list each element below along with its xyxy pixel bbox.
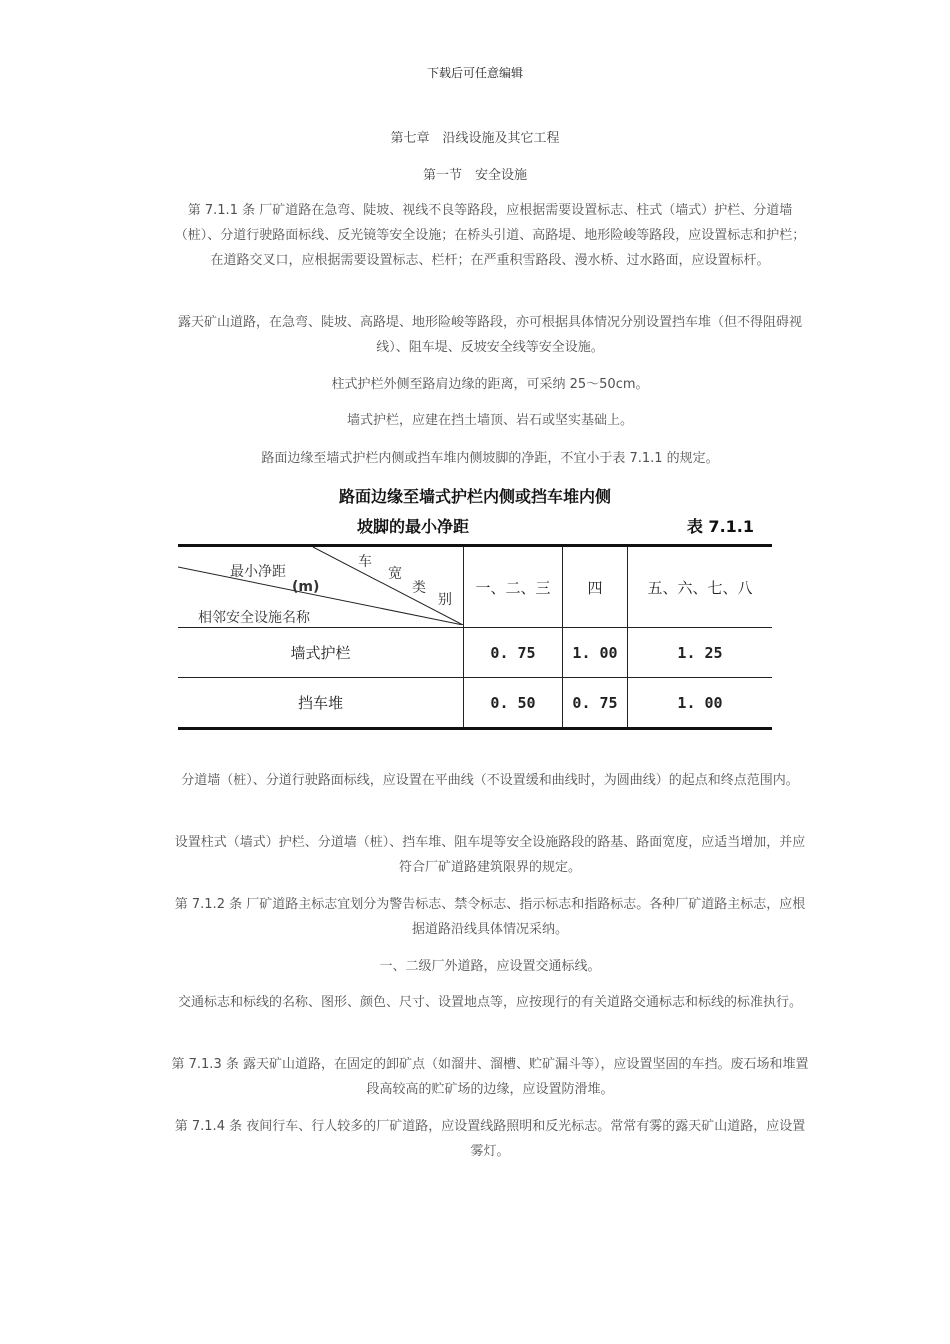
paragraph-column-rail: 柱式护栏外侧至路肩边缘的距离，可采纳 25～50cm。 — [331, 377, 649, 392]
corner-label-unit: (m) — [292, 579, 320, 595]
paragraph-roadbed-width: 设置柱式（墙式）护栏、分道墙（桩）、挡车堆、阻车堤等安全设施路段的路基、路面宽度，应适当增加，并应符合厂矿道路建筑限界的规定。 — [174, 835, 806, 875]
table-corner-cell — [178, 546, 464, 628]
corner-label-min-dist: 最小净距 — [230, 564, 286, 580]
chapter-title: 第七章 沿线设施及其它工程 — [390, 131, 560, 146]
cell-value: 0. 75 — [563, 678, 628, 729]
paragraph-sign-standards: 交通标志和标线的名称、图形、颜色、尺寸、设置地点等，应按现行的有关道路交通标志和标线的标准执行。 — [177, 995, 802, 1010]
clearance-table — [178, 480, 772, 730]
table-number: 表 7.1.1 — [686, 517, 754, 536]
table-title-line2: 坡脚的最小净距 — [356, 517, 469, 536]
section-title: 第一节 安全设施 — [422, 168, 527, 183]
table-header-row — [178, 546, 772, 628]
paragraph-7-1-2: 第 7.1.2 条 厂矿道路主标志宜划分为警告标志、禁令标志、指示标志和指路标志。各种厂矿道路主标志，应根据道路沿线具体情况采纳。 — [174, 897, 806, 937]
corner-label-lei: 类 — [412, 580, 426, 596]
column-header-1: 一、二、三 — [464, 546, 563, 628]
table-row — [178, 678, 772, 729]
cell-value: 0. 50 — [464, 678, 563, 729]
column-header-3: 五、六、七、八 — [628, 546, 773, 628]
table-title-line1: 路面边缘至墙式护栏内侧或挡车堆内侧 — [338, 487, 611, 506]
cell-value: 1. 00 — [628, 678, 773, 729]
table-grid — [178, 544, 772, 730]
paragraph-open-pit: 露天矿山道路，在急弯、陡坡、高路堤、地形险峻等路段，亦可根据具体情况分别设置挡车堆（但不得阻碍视线）、阻车堤、反坡安全线等安全设施。 — [177, 315, 802, 355]
table-row — [178, 628, 772, 678]
paragraph-7-1-1: 第 7.1.1 条 厂矿道路在急弯、陡坡、视线不良等路段，应根据需要设置标志、柱式（墙式）护栏、分道墙（桩）、分道行驶路面标线、反光镜等安全设施；在桥头引道、高路堤、地形险峻等路段，应设置标志和护栏；在道路交叉口，应根据需要设置标志、栏杆；在严重积雪路段、漫水桥、过水路面，应设置标杆。 — [174, 203, 806, 268]
page-header: 下载后可任意编辑 — [426, 66, 523, 80]
corner-label-bie: 别 — [438, 592, 452, 608]
column-header-2: 四 — [563, 546, 628, 628]
paragraph-traffic-lines: 一、二级厂外道路，应设置交通标线。 — [379, 959, 601, 974]
corner-label-che: 车 — [358, 554, 372, 570]
row-label-barrier-pile: 挡车堆 — [178, 678, 464, 729]
paragraph-7-1-3: 第 7.1.3 条 露天矿山道路，在固定的卸矿点（如溜井、溜槽、贮矿漏斗等），应设置坚固的车挡。废石场和堆置段高较高的贮矿场的边缘，应设置防滑堆。 — [171, 1057, 809, 1097]
paragraph-divider-wall: 分道墙（桩）、分道行驶路面标线，应设置在平曲线（不设置缓和曲线时，为圆曲线）的起点和终点范围内。 — [181, 773, 799, 788]
corner-label-kuan: 宽 — [388, 566, 402, 582]
paragraph-wall-rail: 墙式护栏，应建在挡土墙顶、岩石或坚实基础上。 — [346, 413, 633, 428]
cell-value: 0. 75 — [464, 628, 563, 678]
paragraph-7-1-4: 第 7.1.4 条 夜间行车、行人较多的厂矿道路，应设置线路照明和反光标志。常常有雾的露天矿山道路，应设置雾灯。 — [174, 1119, 806, 1159]
cell-value: 1. 25 — [628, 628, 773, 678]
cell-value: 1. 00 — [563, 628, 628, 678]
paragraph-clearance: 路面边缘至墙式护栏内侧或挡车堆内侧坡脚的净距，不宜小于表 7.1.1 的规定。 — [261, 451, 719, 466]
row-label-wall-rail: 墙式护栏 — [178, 628, 464, 678]
corner-label-facility: 相邻安全设施名称 — [198, 610, 310, 626]
